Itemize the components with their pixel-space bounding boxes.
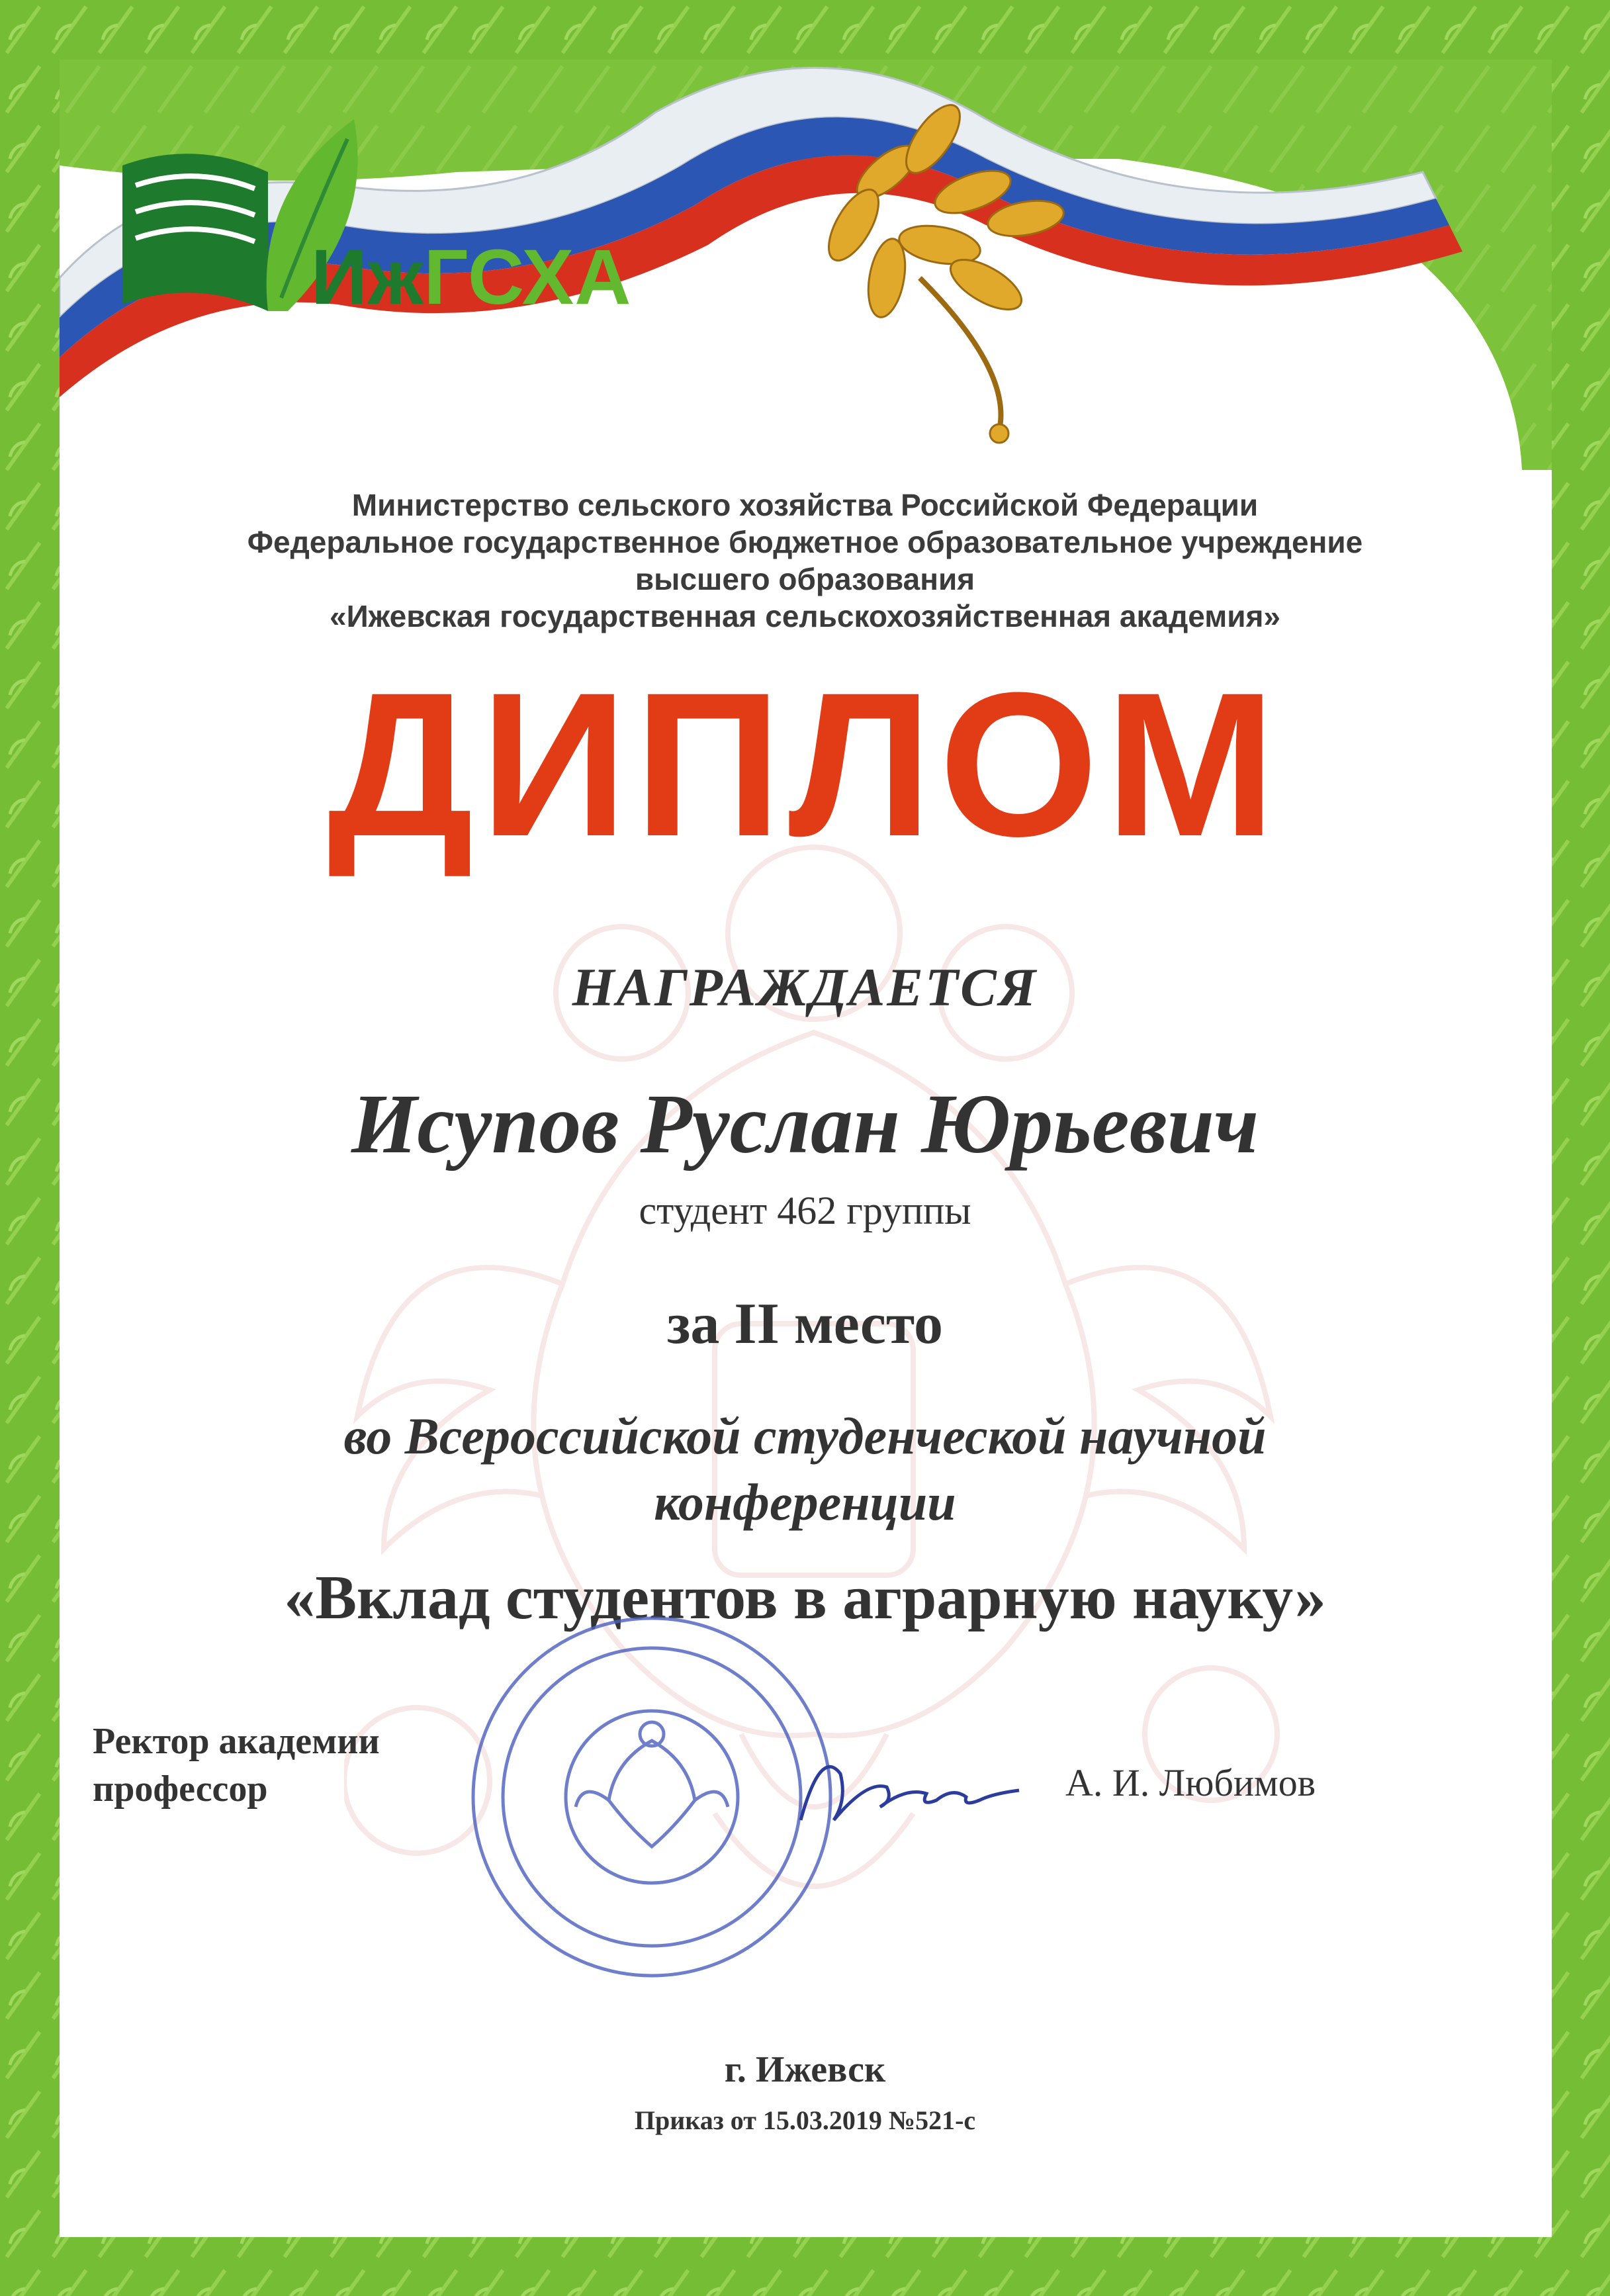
conference-name: «Вклад студентов в аграрную науку»: [284, 1563, 1326, 1632]
recipient-name: Исупов Руслан Юрьевич: [351, 1077, 1259, 1171]
conference-line-2: конференции: [654, 1473, 956, 1531]
signatory-title: [93, 1718, 380, 1813]
ministry-line: Министерство сельского хозяйства Российской Федерации: [351, 488, 1259, 522]
recipient-group: студент 462 группы: [639, 1189, 971, 1232]
award-place: за II место: [666, 1292, 944, 1356]
institution-type-line: Федеральное государственное бюджетное образовательное учреждение: [247, 525, 1363, 559]
education-level-line: высшего образования: [635, 562, 975, 596]
academy-name-line: «Ижевская государственная сельскохозяйственная академия»: [329, 599, 1281, 633]
official-seal-stamp: [463, 1608, 840, 1986]
ministry-header: [132, 486, 1478, 635]
signatory-title-line-1: Ректор академии: [93, 1721, 380, 1762]
signatory-title-line-2: профессор: [93, 1768, 268, 1810]
city: г. Ижевск: [724, 2049, 886, 2090]
awarded-label: НАГРАЖДАЕТСЯ: [572, 957, 1038, 1017]
conference-line-1: во Всероссийской студенческой научной: [343, 1407, 1267, 1465]
diploma-title: ДИПЛОМ: [327, 649, 1283, 879]
logo-wordmark: ИжГСХА: [311, 234, 632, 321]
rector-signature: [794, 1734, 1026, 1840]
signatory-name: А. И. Любимов: [1065, 1761, 1316, 1804]
conference-description: [132, 1403, 1478, 1536]
order-reference: Приказ от 15.03.2019 №521-с: [634, 2105, 976, 2135]
